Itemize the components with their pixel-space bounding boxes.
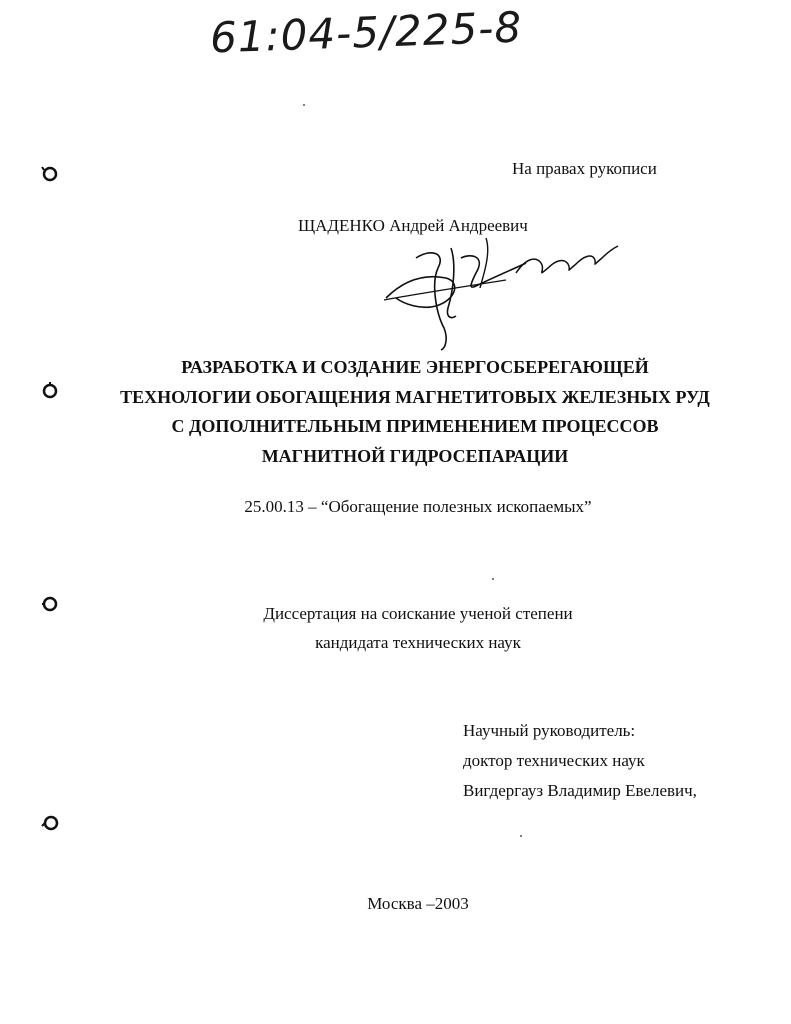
- degree-line: кандидата технических наук: [315, 633, 521, 652]
- scan-speck: [520, 835, 522, 837]
- title-line: РАЗРАБОТКА И СОЗДАНИЕ ЭНЕРГОСБЕРЕГАЮЩЕЙ: [181, 357, 649, 377]
- city-year: Москва –2003: [367, 894, 469, 913]
- advisor-label: Научный руководитель:: [463, 721, 636, 740]
- specialty-code: 25.00.13 – “Обогащение полезных ископаемых”: [244, 497, 592, 516]
- archive-code-handwritten: 61:04-5/225-8: [209, 2, 523, 63]
- scan-speck: [492, 578, 494, 580]
- binding-hole-icon: [40, 164, 60, 184]
- scientific-advisor: [463, 716, 697, 806]
- binding-hole-icon: [40, 813, 60, 833]
- binding-hole-icon: [40, 380, 60, 400]
- title-line: ТЕХНОЛОГИИ ОБОГАЩЕНИЯ МАГНЕТИТОВЫХ ЖЕЛЕЗНЫХ РУД: [120, 386, 710, 407]
- dissertation-title: [60, 353, 770, 471]
- manuscript-rights-notice: На правах рукописи: [512, 159, 657, 178]
- scan-speck: [303, 104, 305, 106]
- author-name: ЩАДЕНКО Андрей Андреевич: [298, 216, 528, 235]
- advisor-name: Вигдергауз Владимир Евелевич,: [463, 781, 697, 800]
- advisor-title: доктор технических наук: [463, 751, 645, 770]
- title-line: С ДОПОЛНИТЕЛЬНЫМ ПРИМЕНЕНИЕМ ПРОЦЕССОВ: [171, 416, 659, 436]
- signature-icon: [376, 228, 626, 353]
- degree-statement: [0, 599, 791, 657]
- degree-line: Диссертация на соискание ученой степени: [263, 604, 573, 623]
- title-line: МАГНИТНОЙ ГИДРОСЕПАРАЦИИ: [261, 445, 569, 466]
